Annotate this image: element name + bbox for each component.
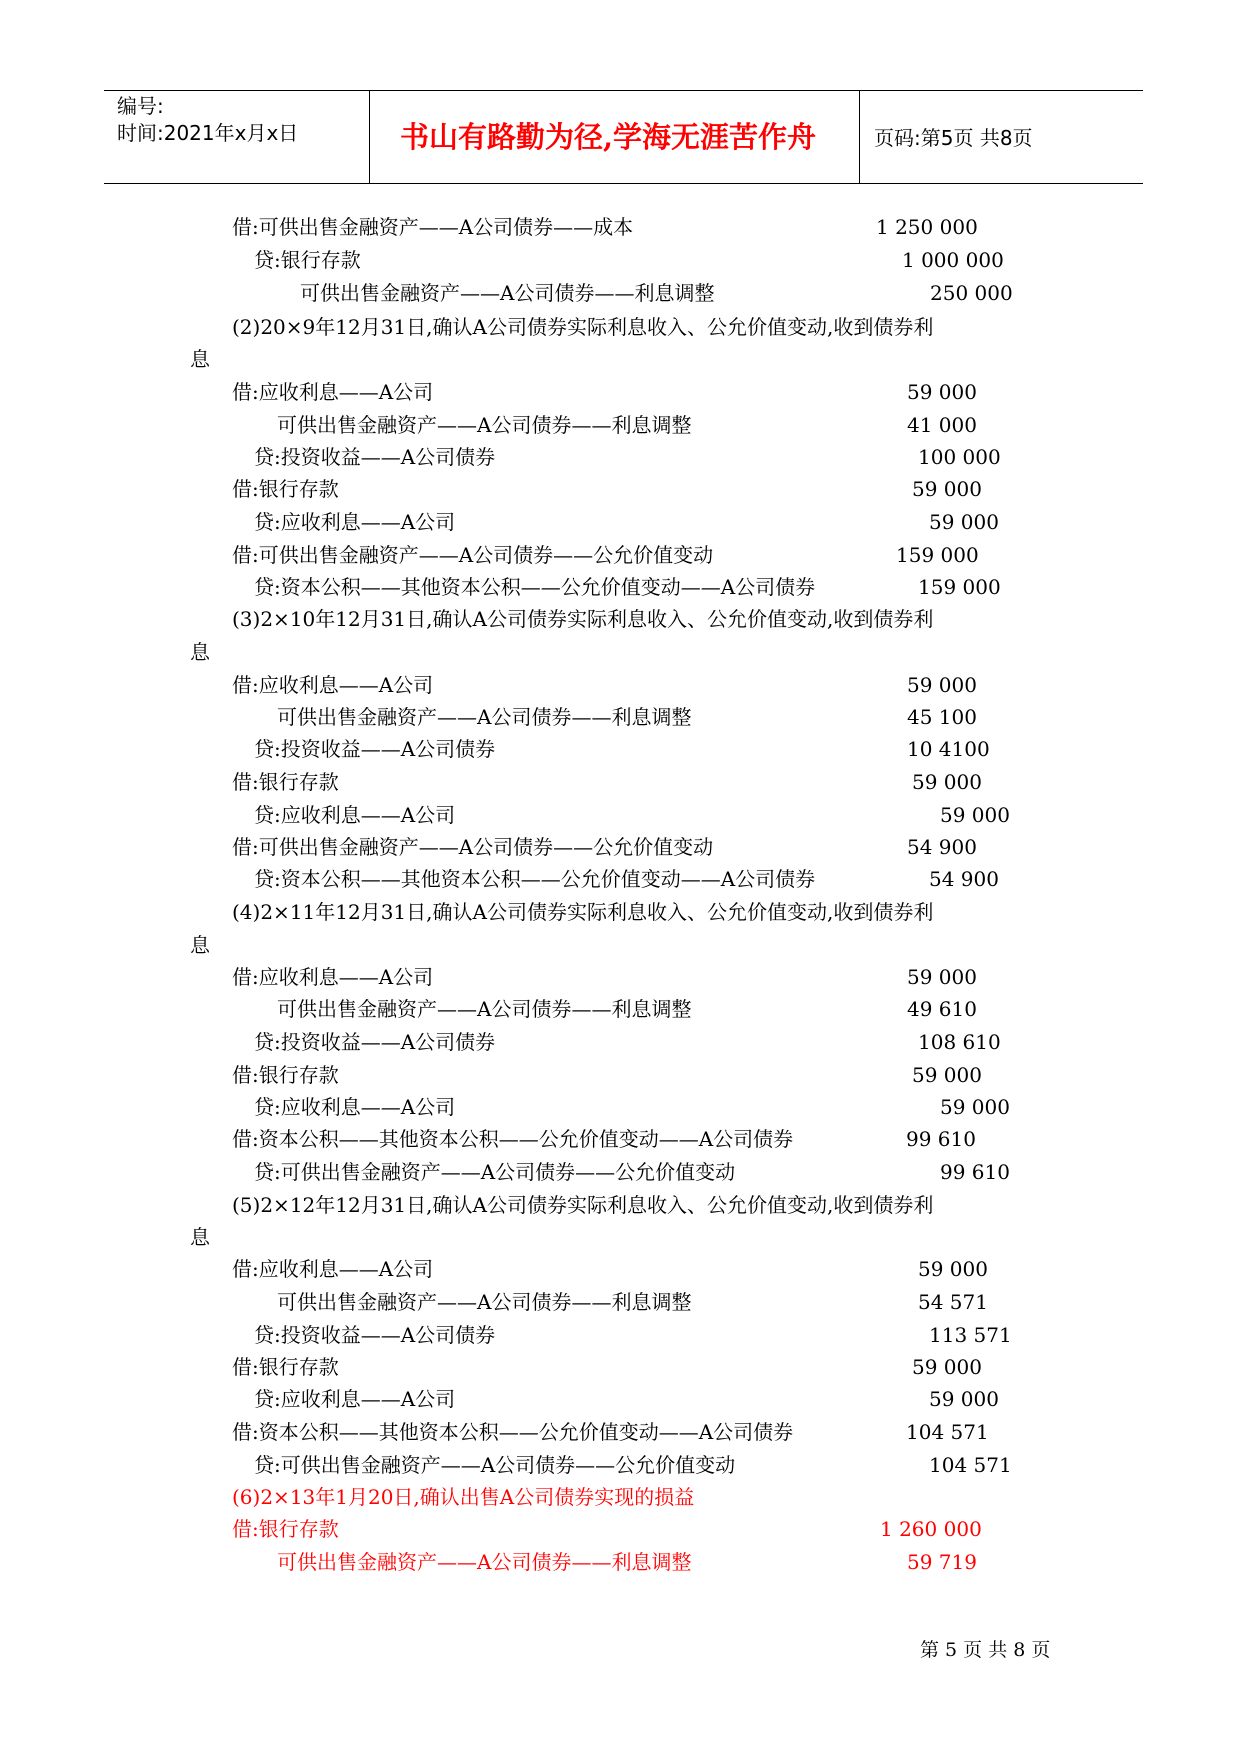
entry-text: 贷:应收利息——A公司 <box>254 1095 456 1119</box>
entry-text: 贷:资本公积——其他资本公积——公允价值变动——A公司债券 <box>254 575 816 599</box>
entry-amount: 250 000 <box>930 281 1013 305</box>
entry-amount: 59 000 <box>912 477 982 501</box>
entry-text: 借:应收利息——A公司 <box>232 965 434 989</box>
entry-amount: 99 610 <box>906 1127 976 1151</box>
entry-text: 可供出售金融资产——A公司债券——利息调整 <box>277 413 692 437</box>
document-number-label: 编号: <box>117 94 164 118</box>
entry-amount: 59 000 <box>918 1257 988 1281</box>
entry-text: 借:应收利息——A公司 <box>232 1257 434 1281</box>
section-heading-cont: 息 <box>190 933 210 957</box>
entry-text-highlight: 可供出售金融资产——A公司债券——利息调整 <box>277 1550 692 1574</box>
page-footer: 第 5 页 共 8 页 <box>920 1639 1051 1661</box>
entry-amount: 59 000 <box>907 380 977 404</box>
section-heading-cont: 息 <box>190 1225 210 1249</box>
section-heading: (2)20×9年12月31日,确认A公司债券实际利息收入、公允价值变动,收到债券利 <box>232 315 934 339</box>
entry-text-highlight: 借:银行存款 <box>232 1517 339 1541</box>
entry-amount: 54 571 <box>918 1290 988 1314</box>
entry-text: 借:可供出售金融资产——A公司债券——成本 <box>232 215 634 239</box>
entry-amount: 104 571 <box>906 1420 989 1444</box>
entry-amount: 59 000 <box>912 1063 982 1087</box>
entry-amount: 159 000 <box>918 575 1001 599</box>
entry-amount: 100 000 <box>918 445 1001 469</box>
entry-text: 借:银行存款 <box>232 770 339 794</box>
header-bottom-rule <box>104 183 1143 184</box>
entry-text: 借:可供出售金融资产——A公司债券——公允价值变动 <box>232 835 714 859</box>
section-heading: (4)2×11年12月31日,确认A公司债券实际利息收入、公允价值变动,收到债券利 <box>232 900 934 924</box>
header-top-rule <box>104 90 1143 91</box>
entry-text: 可供出售金融资产——A公司债券——利息调整 <box>300 281 715 305</box>
entry-text: 借:资本公积——其他资本公积——公允价值变动——A公司债券 <box>232 1127 794 1151</box>
entry-amount: 59 000 <box>912 1355 982 1379</box>
entry-text: 借:可供出售金融资产——A公司债券——公允价值变动 <box>232 543 714 567</box>
entry-text: 可供出售金融资产——A公司债券——利息调整 <box>277 997 692 1021</box>
entry-amount: 104 571 <box>929 1453 1012 1477</box>
header-divider-right <box>859 90 860 183</box>
page-number-label: 页码:第5页 共8页 <box>874 126 1033 150</box>
entry-amount: 59 000 <box>912 770 982 794</box>
section-heading-cont: 息 <box>190 640 210 664</box>
entry-amount: 54 900 <box>907 835 977 859</box>
document-time-label: 时间:2021年x月x日 <box>117 121 299 145</box>
entry-amount: 59 000 <box>907 673 977 697</box>
entry-text: 贷:投资收益——A公司债券 <box>254 1030 496 1054</box>
entry-text: 贷:银行存款 <box>254 248 361 272</box>
entry-amount: 159 000 <box>896 543 979 567</box>
entry-text: 借:银行存款 <box>232 477 339 501</box>
entry-amount: 99 610 <box>940 1160 1010 1184</box>
entry-text: 借:银行存款 <box>232 1355 339 1379</box>
entry-text: 借:银行存款 <box>232 1063 339 1087</box>
entry-amount: 59 000 <box>907 965 977 989</box>
entry-amount-highlight: 1 260 000 <box>880 1517 982 1541</box>
entry-text: 借:应收利息——A公司 <box>232 380 434 404</box>
entry-amount-highlight: 59 719 <box>907 1550 977 1574</box>
entry-amount: 1 250 000 <box>876 215 978 239</box>
entry-text: 贷:应收利息——A公司 <box>254 803 456 827</box>
entry-amount: 41 000 <box>907 413 977 437</box>
section-heading: (3)2×10年12月31日,确认A公司债券实际利息收入、公允价值变动,收到债券利 <box>232 607 934 631</box>
entry-text: 可供出售金融资产——A公司债券——利息调整 <box>277 705 692 729</box>
entry-text: 借:应收利息——A公司 <box>232 673 434 697</box>
entry-amount: 59 000 <box>940 803 1010 827</box>
entry-amount: 1 000 000 <box>902 248 1004 272</box>
entry-text: 借:资本公积——其他资本公积——公允价值变动——A公司债券 <box>232 1420 794 1444</box>
entry-amount: 10 4100 <box>907 737 990 761</box>
entry-text: 贷:可供出售金融资产——A公司债券——公允价值变动 <box>254 1160 736 1184</box>
section-heading: (5)2×12年12月31日,确认A公司债券实际利息收入、公允价值变动,收到债券利 <box>232 1193 934 1217</box>
entry-amount: 54 900 <box>929 867 999 891</box>
header-motto: 书山有路勤为径,学海无涯苦作舟 <box>399 120 817 154</box>
section-heading-cont: 息 <box>190 347 210 371</box>
section-heading-highlight: (6)2×13年1月20日,确认出售A公司债券实现的损益 <box>232 1485 695 1509</box>
entry-amount: 49 610 <box>907 997 977 1021</box>
entry-text: 贷:投资收益——A公司债券 <box>254 737 496 761</box>
entry-amount: 59 000 <box>929 1387 999 1411</box>
entry-text: 贷:可供出售金融资产——A公司债券——公允价值变动 <box>254 1453 736 1477</box>
entry-amount: 59 000 <box>940 1095 1010 1119</box>
entry-amount: 108 610 <box>918 1030 1001 1054</box>
entry-text: 贷:投资收益——A公司债券 <box>254 1323 496 1347</box>
entry-amount: 45 100 <box>907 705 977 729</box>
entry-text: 可供出售金融资产——A公司债券——利息调整 <box>277 1290 692 1314</box>
entry-text: 贷:应收利息——A公司 <box>254 510 456 534</box>
entry-text: 贷:投资收益——A公司债券 <box>254 445 496 469</box>
entry-text: 贷:资本公积——其他资本公积——公允价值变动——A公司债券 <box>254 867 816 891</box>
entry-amount: 59 000 <box>929 510 999 534</box>
entry-text: 贷:应收利息——A公司 <box>254 1387 456 1411</box>
entry-amount: 113 571 <box>929 1323 1012 1347</box>
